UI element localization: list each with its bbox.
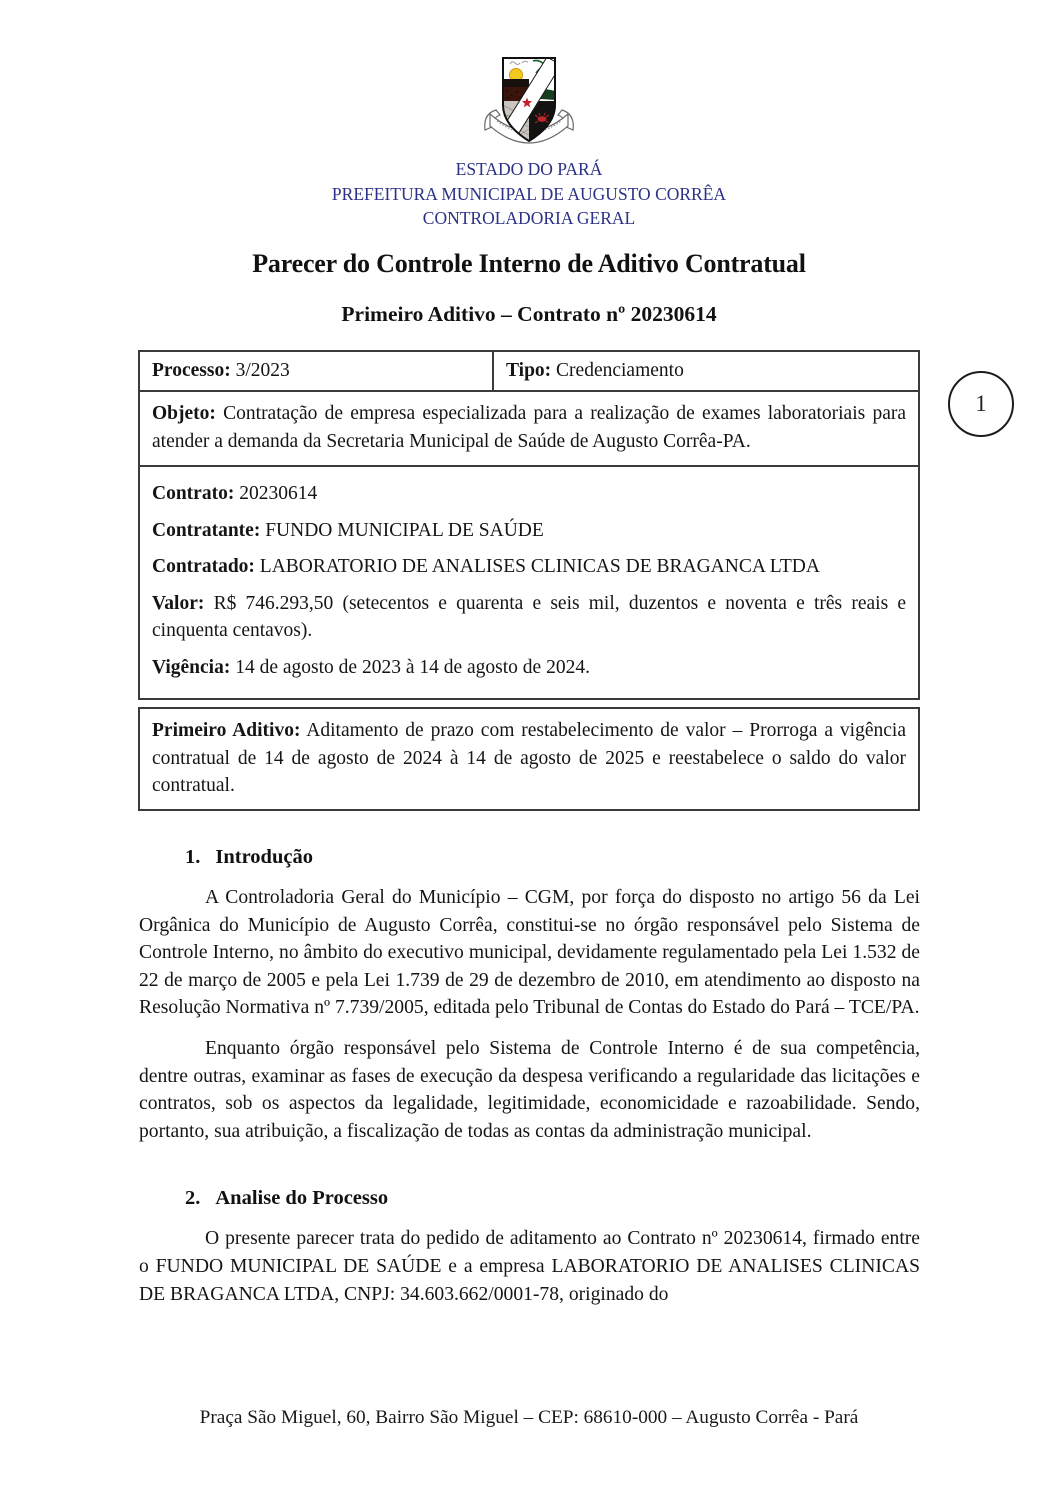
document-subtitle: Primeiro Aditivo – Contrato nº 20230614 xyxy=(341,302,717,326)
page-number-badge: 1 xyxy=(948,371,1014,437)
valor-line xyxy=(152,590,906,645)
aditivo-value: Aditamento de prazo com restabelecimento de valor – Prorroga a vigência contratual de 14 de agosto de 2024 à 14 de agosto de 2025 e reestabelece o saldo do valor contratual. xyxy=(152,720,906,796)
objeto-value: Contratação de empresa especializada para a realização de exames laboratoriais para atender a demanda da Secretaria Municipal de Saúde de Augusto Corrêa-PA. xyxy=(152,403,906,452)
cell-processo xyxy=(140,352,494,390)
contrato-value: 20230614 xyxy=(239,483,318,504)
processo-label: Processo: xyxy=(152,360,231,381)
section-heading-analise xyxy=(185,1187,920,1210)
section-number: 1. xyxy=(185,846,201,868)
org-header xyxy=(0,157,1058,231)
cell-tipo xyxy=(494,352,918,390)
footer-address: Praça São Miguel, 60, Bairro São Miguel – CEP: 68610-000 – Augusto Corrêa - Pará xyxy=(199,1407,859,1428)
contratante-line xyxy=(152,517,906,545)
contratado-label: Contratado: xyxy=(152,556,255,577)
valor-label: Valor: xyxy=(152,592,205,614)
contratado-line xyxy=(152,553,906,581)
table-row-contrato-detalhes xyxy=(138,467,920,700)
org-line-prefeitura: PREFEITURA MUNICIPAL DE AUGUSTO CORRÊA xyxy=(331,183,727,204)
paragraph-analise-1: O presente parecer trata do pedido de aditamento ao Contrato nº 20230614, firmado entre o FUNDO MUNICIPAL DE SAÚDE e a empresa LABORATORIO DE ANALISES CLINICAS DE BRAGANCA LTDA, CNPJ: 34.603.662/0001-78, originado do xyxy=(139,1228,920,1305)
tipo-value: Credenciamento xyxy=(556,360,684,381)
document-body xyxy=(139,846,920,1308)
section-title: Introdução xyxy=(215,846,313,868)
valor-value: R$ 746.293,50 (setecentos e quarenta e seis mil, duzentos e noventa e três reais e cinquenta centavos). xyxy=(152,592,907,641)
paragraph-introducao-1: A Controladoria Geral do Município – CGM, por força do disposto no artigo 56 da Lei Orgânica do Município de Augusto Corrêa, constitui-se no órgão responsável pelo Sistema de Controle Interno, no âmbito do executivo municipal, devidamente regulamentado pela Lei 1.532 de 22 de março de 2005 e pela Lei 1.739 de 29 de dezembro de 2010, em atendimento ao disposto na Resolução Normativa nº 7.739/2005, editada pelo Tribunal de Contas do Estado do Pará – TCE/PA. xyxy=(139,887,920,1019)
table-row-objeto xyxy=(138,392,920,467)
contrato-line xyxy=(152,480,906,508)
contrato-label: Contrato: xyxy=(152,483,235,504)
table-row-processo-tipo xyxy=(138,350,920,392)
processo-value: 3/2023 xyxy=(235,360,290,381)
tipo-label: Tipo: xyxy=(506,360,552,381)
section-title: Analise do Processo xyxy=(215,1187,389,1210)
org-line-estado: ESTADO DO PARÁ xyxy=(455,159,603,179)
vigencia-line xyxy=(152,654,906,682)
contratante-value: FUNDO MUNICIPAL DE SAÚDE xyxy=(265,519,544,541)
document-title: Parecer do Controle Interno de Aditivo Contratual xyxy=(252,249,806,278)
coat-of-arms-icon xyxy=(479,55,579,153)
section-number: 2. xyxy=(185,1187,201,1210)
contratado-value: LABORATORIO DE ANALISES CLINICAS DE BRAGANCA LTDA xyxy=(259,556,820,577)
aditivo-label: Primeiro Aditivo: xyxy=(152,720,301,741)
vigencia-label: Vigência: xyxy=(152,656,231,678)
section-heading-introducao xyxy=(185,846,920,869)
contract-info-table xyxy=(138,350,920,811)
table-row-primeiro-aditivo xyxy=(138,707,920,811)
org-line-controladoria: CONTROLADORIA GERAL xyxy=(422,208,636,228)
vigencia-value: 14 de agosto de 2023 à 14 de agosto de 2024. xyxy=(235,656,590,678)
contratante-label: Contratante: xyxy=(152,519,261,541)
paragraph-introducao-2: Enquanto órgão responsável pelo Sistema de Controle Interno é de sua competência, dentre outras, examinar as fases de execução da despesa verificando a regularidade das licitações e contratos, sob os aspectos da legalidade, legitimidade, economicidade e razoabilidade. Sendo, portanto, sua atribuição, a fiscalização de todas as contas da administração municipal. xyxy=(139,1037,920,1142)
objeto-label: Objeto: xyxy=(152,403,216,424)
